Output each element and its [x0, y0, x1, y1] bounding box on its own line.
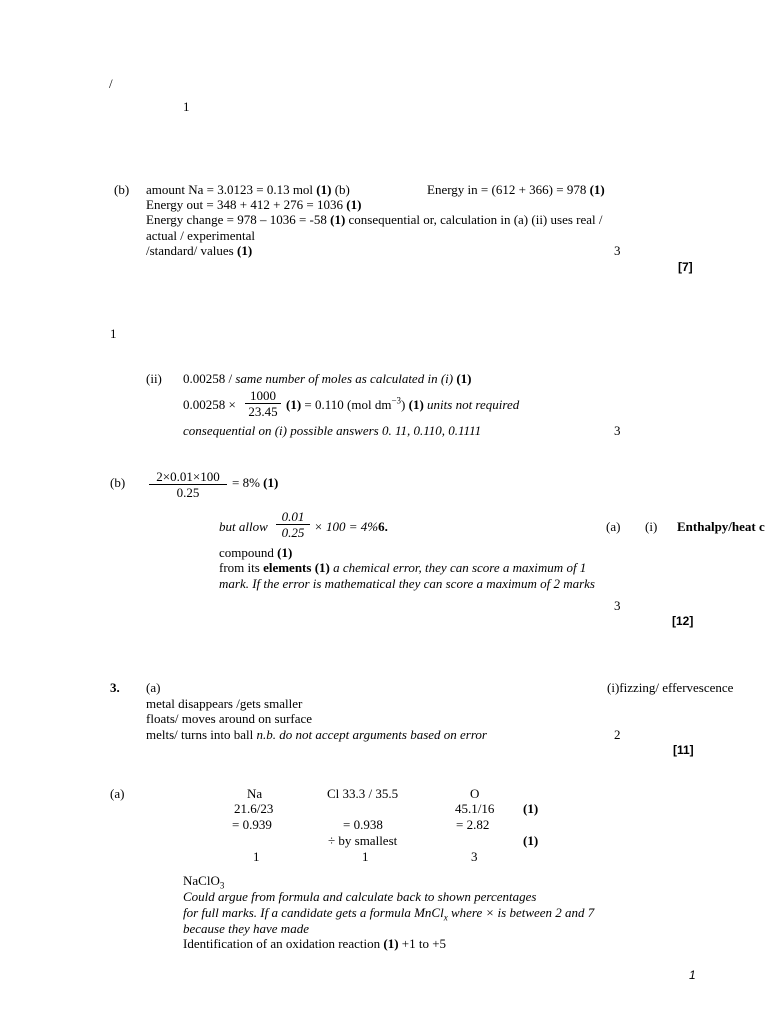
q2-total: [12]: [672, 614, 694, 628]
q2-b-fraction: [149, 469, 227, 500]
table-mark-1: (1): [523, 801, 539, 816]
q2-ii-fraction: [245, 388, 281, 419]
fraction-denominator: 0.25: [281, 525, 305, 540]
table-cl-value: = 0.938: [343, 817, 383, 832]
q3-number: 3.: [110, 680, 120, 695]
q2-ii-line3: consequential on (i) possible answers 0. 11, 0.110, 0.1111: [183, 423, 482, 438]
q1b-score: 3: [614, 243, 621, 258]
q4-italic-line2: for full marks. If a candidate gets a formula MnCl$_x$ where × is between 2 and 7: [183, 905, 595, 923]
table-o-ratio: 45.1/16: [455, 801, 495, 816]
q3-line3: melts/ turns into ball n.b. do not accept arguments based on error: [146, 727, 487, 742]
q2-allow-fraction: [276, 509, 310, 540]
table-o-value: = 2.82: [456, 817, 490, 832]
q2-allow-prefix: but allow: [219, 519, 268, 534]
q3-line1: metal disappears /gets smaller: [146, 696, 303, 711]
slash-mark: /: [109, 76, 113, 91]
table-divide-smallest: ÷ by smallest: [328, 833, 398, 848]
q2-number: 1: [110, 326, 117, 341]
table-header-o: O: [470, 786, 480, 801]
q1b-total: [7]: [678, 260, 693, 274]
q3-a-label: (a): [146, 680, 161, 695]
fraction-numerator: 1000: [250, 388, 276, 403]
table-na-ratio: 21.6/23: [234, 801, 274, 816]
q4-formula: NaClO$_3$: [183, 873, 225, 891]
q4-a-label: (a): [110, 786, 125, 801]
q2-a-label: (a): [606, 519, 621, 534]
q2-elements-line: from its elements (1) a chemical error, they can score a maximum of 1: [219, 560, 587, 575]
q3-total: [11]: [673, 743, 694, 757]
fraction-numerator: 2×0.01×100: [156, 469, 220, 484]
q1b-line2: Energy out = 348 + 412 + 276 = 1036 (1): [146, 197, 362, 212]
q2-allow-suffix: × 100 = 4%6.: [314, 519, 388, 534]
q2-ii-calc-prefix: 0.00258 ×: [183, 397, 236, 412]
q2-b-result: = 8% (1): [232, 475, 279, 490]
table-na-value: = 0.939: [232, 817, 272, 832]
q1b-line1: amount Na = 3.0123 = 0.13 mol (1) (b): [146, 182, 350, 197]
q2-ii-score: 3: [614, 423, 621, 438]
q1b-line4: actual / experimental: [146, 228, 256, 243]
q1b-line3: Energy change = 978 – 1036 = -58 (1) consequential or, calculation in (a) (ii) uses real /: [146, 212, 603, 227]
table-mark-2: (1): [523, 833, 539, 848]
q1b-line5: /standard/ values (1): [146, 243, 253, 258]
q3-fizzing: (i)fizzing/ effervescence: [607, 680, 734, 695]
q4-oxidation: Identification of an oxidation reaction (1) +1 to +5: [183, 936, 447, 951]
q1b-label: (b): [114, 182, 130, 197]
q2-b-label: (b): [110, 475, 126, 490]
q3-line2: floats/ moves around on surface: [146, 711, 313, 726]
q2-i-label: (i): [645, 519, 658, 534]
table-header-cl: Cl 33.3 / 35.5: [327, 786, 399, 801]
q4-italic-line3: because they have made: [183, 921, 309, 936]
q2-enthalpy: Enthalpy/heat c: [677, 519, 765, 534]
header-number: 1: [183, 99, 190, 114]
fraction-denominator: 0.25: [176, 485, 200, 500]
q2-math-error: mark. If the error is mathematical they can score a maximum of 2 marks: [219, 576, 595, 591]
q2-compound: compound (1): [219, 545, 293, 560]
table-header-na: Na: [247, 786, 263, 801]
page-number: 1: [689, 968, 696, 982]
fraction-denominator: 23.45: [248, 404, 278, 419]
table-ratio-na: 1: [253, 849, 260, 864]
q1b-energy-in: Energy in = (612 + 366) = 978 (1): [427, 182, 605, 197]
q2-ii-calc-rest: (1) = 0.110 (mol $dm^{-3}$) (1) units not required: [286, 395, 520, 412]
q2-ii-line1: 0.00258 / same number of moles as calculated in (i) (1): [183, 371, 472, 386]
q2-score: 3: [614, 598, 621, 613]
q4-italic-line1: Could argue from formula and calculate back to shown percentages: [183, 889, 537, 904]
fraction-numerator: 0.01: [281, 509, 305, 524]
q2-ii-label: (ii): [146, 371, 162, 386]
table-ratio-o: 3: [471, 849, 478, 864]
table-ratio-cl: 1: [362, 849, 369, 864]
q3-score: 2: [614, 727, 621, 742]
